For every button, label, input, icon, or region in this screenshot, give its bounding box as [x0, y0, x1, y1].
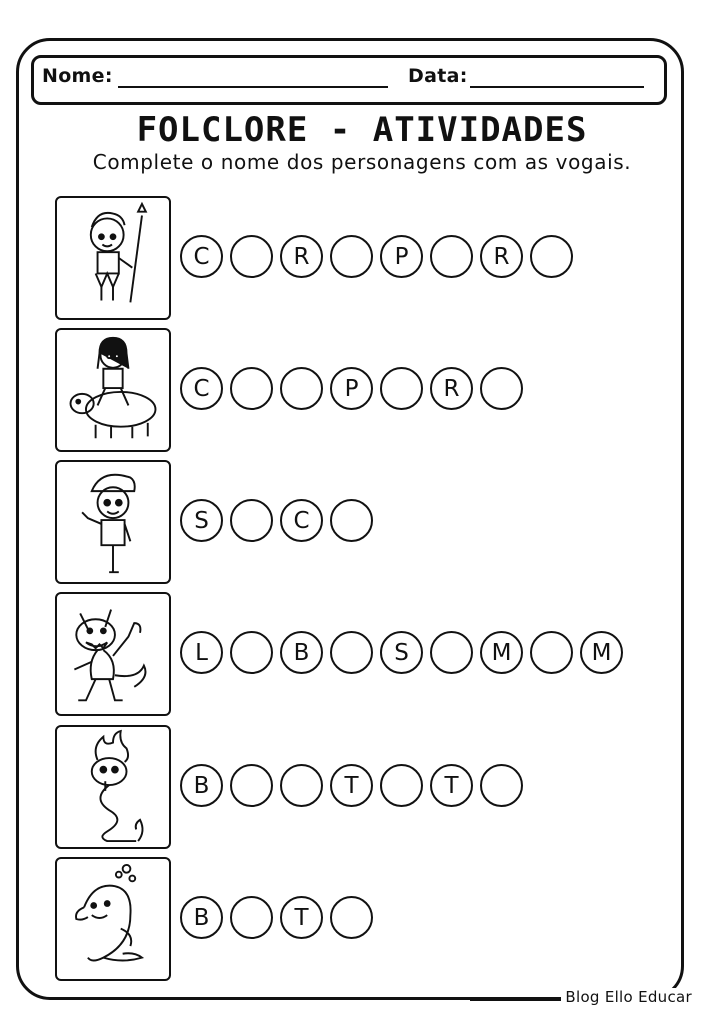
- given-letter-circle: L: [180, 631, 223, 674]
- boto-illustration: [55, 857, 171, 981]
- letter-bubbles: [180, 499, 380, 542]
- given-letter-circle: P: [330, 367, 373, 410]
- blank-vowel-circle[interactable]: [230, 764, 273, 807]
- character-row: [55, 460, 635, 584]
- given-letter-circle: B: [180, 764, 223, 807]
- blank-vowel-circle[interactable]: [280, 367, 323, 410]
- given-letter-circle: T: [280, 896, 323, 939]
- given-letter-circle: S: [180, 499, 223, 542]
- character-row: [55, 196, 635, 320]
- boitata-illustration: [55, 725, 171, 849]
- caipora-girl-on-boar-illustration: [55, 328, 171, 452]
- given-letter-circle: S: [380, 631, 423, 674]
- given-letter-circle: T: [430, 764, 473, 807]
- blank-vowel-circle[interactable]: [230, 631, 273, 674]
- given-letter-circle: M: [580, 631, 623, 674]
- blank-vowel-circle[interactable]: [230, 235, 273, 278]
- blank-vowel-circle[interactable]: [330, 235, 373, 278]
- given-letter-circle: R: [430, 367, 473, 410]
- blank-vowel-circle[interactable]: [330, 499, 373, 542]
- worksheet-title: FOLCLORE - ATIVIDADES: [136, 110, 588, 150]
- letter-bubbles: [180, 367, 530, 410]
- character-row: [55, 328, 635, 452]
- blank-vowel-circle[interactable]: [530, 235, 573, 278]
- saci-illustration: [55, 460, 171, 584]
- given-letter-circle: P: [380, 235, 423, 278]
- blank-vowel-circle[interactable]: [380, 367, 423, 410]
- letter-bubbles: [180, 235, 580, 278]
- name-field[interactable]: [118, 86, 388, 88]
- blank-vowel-circle[interactable]: [230, 499, 273, 542]
- given-letter-circle: C: [280, 499, 323, 542]
- character-row: [55, 857, 635, 981]
- footer-credit: Blog Ello Educar: [561, 988, 696, 1006]
- blank-vowel-circle[interactable]: [430, 631, 473, 674]
- given-letter-circle: B: [180, 896, 223, 939]
- character-row: [55, 592, 635, 716]
- header-box: [31, 55, 667, 105]
- character-row: [55, 725, 635, 849]
- letter-bubbles: [180, 896, 380, 939]
- given-letter-circle: R: [280, 235, 323, 278]
- instruction-text: Complete o nome dos personagens com as vogais.: [92, 150, 632, 174]
- letter-bubbles: [180, 631, 630, 674]
- blank-vowel-circle[interactable]: [280, 764, 323, 807]
- blank-vowel-circle[interactable]: [380, 764, 423, 807]
- caipora-boy-illustration: [55, 196, 171, 320]
- given-letter-circle: C: [180, 235, 223, 278]
- blank-vowel-circle[interactable]: [330, 631, 373, 674]
- blank-vowel-circle[interactable]: [230, 896, 273, 939]
- given-letter-circle: R: [480, 235, 523, 278]
- letter-bubbles: [180, 764, 530, 807]
- given-letter-circle: B: [280, 631, 323, 674]
- blank-vowel-circle[interactable]: [480, 367, 523, 410]
- date-field[interactable]: [470, 86, 644, 88]
- blank-vowel-circle[interactable]: [330, 896, 373, 939]
- blank-vowel-circle[interactable]: [480, 764, 523, 807]
- blank-vowel-circle[interactable]: [430, 235, 473, 278]
- blank-vowel-circle[interactable]: [230, 367, 273, 410]
- given-letter-circle: M: [480, 631, 523, 674]
- lobisomem-illustration: [55, 592, 171, 716]
- date-label: Data:: [408, 65, 468, 87]
- blank-vowel-circle[interactable]: [530, 631, 573, 674]
- given-letter-circle: C: [180, 367, 223, 410]
- given-letter-circle: T: [330, 764, 373, 807]
- name-label: Nome:: [42, 65, 113, 87]
